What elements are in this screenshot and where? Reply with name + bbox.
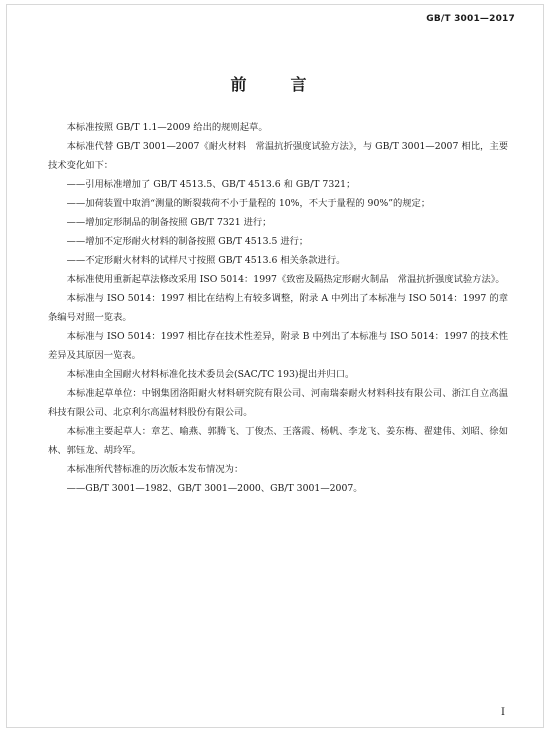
paragraph-structure-differences: 本标准与 ISO 5014：1997 相比在结构上有较多调整，附录 A 中列出了本标准与 ISO 5014：1997 的章条编号对照一览表。 <box>48 293 508 323</box>
change-item: ——增加定形制品的制备按照 GB/T 7321 进行； <box>66 217 272 228</box>
page-number: I <box>501 707 505 718</box>
paragraph-replaces: 本标准代替 GB/T 3001—2007《耐火材料 常温抗折强度试验方法》，与 GB/T 3001—2007 相比，主要技术变化如下： <box>48 141 508 171</box>
paragraph-drafting-rules: 本标准按照 GB/T 1.1—2009 给出的规则起草。 <box>66 122 268 133</box>
paragraph-iso-adoption: 本标准使用重新起草法修改采用 ISO 5014：1997《致密及隔热定形耐火制品 常温抗折强度试验方法》。 <box>66 274 505 285</box>
page-title: 前 言 <box>230 75 321 94</box>
change-item: ——引用标准增加了 GB/T 4513.5、GB/T 4513.6 和 GB/T 7321； <box>66 179 356 190</box>
change-item: ——不定形耐火材料的试样尺寸按照 GB/T 4513.6 相关条款进行。 <box>66 255 346 266</box>
document-body <box>48 118 508 498</box>
paragraph-committee: 本标准由全国耐火材料标准化技术委员会(SAC/TC 193)提出并归口。 <box>66 369 355 380</box>
change-item: ——加荷装置中取消“测量的断裂载荷不小于量程的 10%，不大于量程的 90%”的规定； <box>66 198 431 209</box>
history-item: ——GB/T 3001—1982、GB/T 3001—2000、GB/T 3001—2007。 <box>66 483 363 494</box>
paragraph-technical-differences: 本标准与 ISO 5014：1997 相比存在技术性差异，附录 B 中列出了本标准与 ISO 5014：1997 的技术性差异及其原因一览表。 <box>48 331 508 361</box>
paragraph-drafting-units: 本标准起草单位：中钢集团洛阳耐火材料研究院有限公司、河南瑞泰耐火材料科技有限公司、浙江自立高温科技有限公司、北京利尔高温材料股份有限公司。 <box>48 388 508 418</box>
paragraph-drafters: 本标准主要起草人：章艺、喻燕、郭腾飞、丁俊杰、王落霞、杨帆、李龙飞、姜东梅、翟建伟、刘昭、徐如林、郭钰龙、胡玲军。 <box>48 426 508 456</box>
paragraph-history-intro: 本标准所代替标准的历次版本发布情况为： <box>66 464 244 475</box>
standard-code: GB/T 3001—2017 <box>426 14 515 24</box>
change-item: ——增加不定形耐火材料的制备按照 GB/T 4513.5 进行； <box>66 236 309 247</box>
